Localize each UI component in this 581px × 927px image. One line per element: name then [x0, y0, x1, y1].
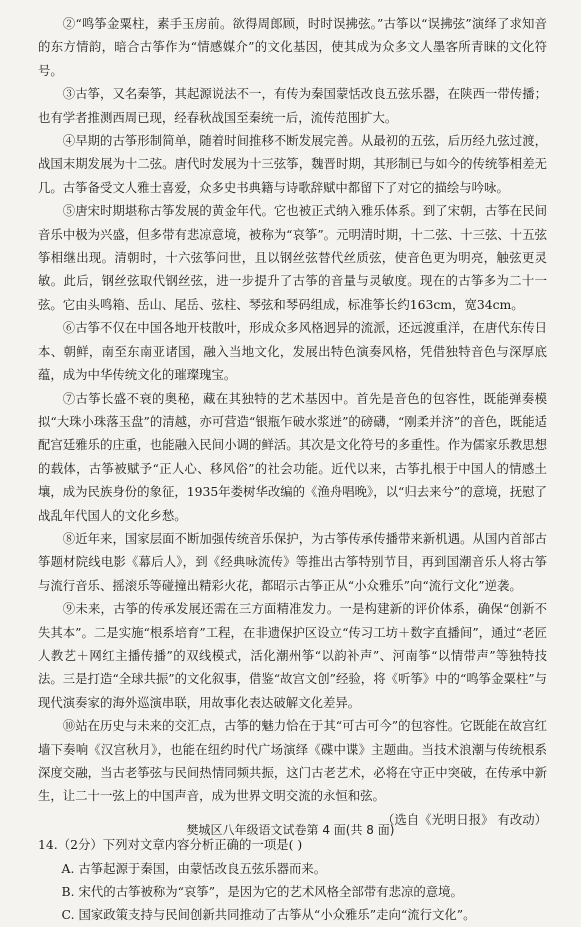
- article-source: （选自《光明日报》 有改动）: [381, 811, 547, 827]
- paragraph-10: ⑩站在历史与未来的交汇点，古筝的魅力恰在于其“可古可今”的包容性。它既能在故宫红墙下奏响《汉宫秋月》，也能在纽约时代广场演绎《碟中谍》主题曲。当技术浪潮与传统根系深度交融，当古老筝弦与民间热情同频共振，这门古老艺术，必将在守正中突破，在传承中新生，让二十一弦上的中国声音，成为世界文明交流的永恒和弦。: [38, 718, 547, 804]
- paragraph-3: ③古筝，又名秦筝，其起源说法不一，有传为秦国蒙恬改良五弦乐器，在陕西一带传播；也有学者推测西周已现，经春秋战国至秦统一后，流传范围扩大。: [38, 86, 547, 125]
- paragraph-4: ④早期的古筝形制简单，随着时间推移不断发展完善。从最初的五弦，后历经九弦过渡，战国末期发展为十二弦。唐代时发展为十三弦筝，魏晋时期，其形制已与如今的传统筝相差无几。古筝备受文人雅士喜爱，众多史书典籍与诗歌辞赋中都留下了对它的描绘与吟咏。: [38, 133, 547, 195]
- paragraph-2: ②“鸣筝金粟柱，素手玉房前。欲得周郎顾，时时误拂弦。”古筝以“误拂弦”演绎了求知音的东方情韵，暗合古筝作为“情感媒介”的文化基因，使其成为众多文人墨客所青睐的文化符号。: [38, 16, 547, 78]
- question-stem: 14.（2分）下列对文章内容分析正确的一项是( ): [38, 837, 303, 853]
- paragraph-9: ⑨未来，古筝的传承发展还需在三方面精准发力。一是构建新的评价体系，确保“创新不失其本”。二是实施“根系培育”工程，在非遗保护区设立“传习工坊＋数字直播间”，通过“老匠人教艺＋网红主播传播”的双线模式，活化潮州筝“以韵补声”、河南筝“以情带声”等独特技法。三是打造“全球共振”的文化叙事，借鉴“故宫文创”经验，将《听筝》中的“鸣筝金粟柱”与现代演奏家的海外巡演串联，用故事化表达破解文化差异。: [38, 601, 547, 710]
- paragraph-8: ⑧近年来，国家层面不断加强传统音乐保护，为古筝传承传播带来新机遇。从国内首部古筝题材院线电影《幕后人》，到《经典咏流传》等推出古筝特别节目，再到国潮音乐人将古筝与流行音乐、摇滚乐等碰撞出精彩火花，都昭示古筝正从“小众雅乐”向“流行文化”逆袭。: [38, 530, 547, 593]
- option-a: A. 古筝起源于秦国，由蒙恬改良五弦乐器而来。: [61, 860, 327, 876]
- paragraph-7: ⑦古筝长盛不衰的奥秘，藏在其独特的艺术基因中。首先是音色的包容性，既能弹奏模拟“大珠小珠落玉盘”的清越，亦可营造“银瓶乍破水浆迸”的磅礴，“刚柔并济”的音色，既能适配宫廷雅乐的庄重，也能融入民间小调的鲜活。其次是文化符号的多重性。作为儒家乐教思想的载体，古筝被赋予“正人心、移风俗”的社会功能。近代以来，古筝扎根于中国人的情感土壤，成为民族身份的象征，1935年娄树华改编的《渔舟唱晚》，以“归去来兮”的意境，抚慰了战乱年代国人的文化乡愁。: [38, 390, 547, 523]
- paragraph-6: ⑥古筝不仅在中国各地开枝散叶，形成众多风格迥异的流派，还远渡重洋，在唐代东传日本、朝鲜，南至东南亚诸国，融入当地文化，发展出特色演奏风格，凭借独特音色与深厚底蕴，成为中华传统文化的璀璨瑰宝。: [38, 320, 547, 383]
- option-c: C. 国家政策支持与民间创新共同推动了古筝从“小众雅乐”走向“流行文化”。: [61, 907, 476, 923]
- question-14: [38, 833, 547, 927]
- option-b: B. 宋代的古筝被称为“哀筝”，是因为它的艺术风格全部带有悲凉的意境。: [61, 884, 463, 900]
- paragraph-5: ⑤唐宋时期堪称古筝发展的黄金年代。它也被正式纳入雅乐体系。到了宋朝，古筝在民间音乐中极为兴盛，但多带有悲凉意境，被称为“哀筝”。元明清时期，十二弦、十三弦、十五弦筝相继出现。清朝时，十六弦筝问世，且以钢丝弦替代丝质弦，使音色更为明亮，触弦更灵敏。此后，钢丝弦取代钢丝弦，进一步提升了古筝的音量与灵敏度。现在的古筝多为二十一弦。它由头鸣箱、岳山、尾岳、弦柱、琴弦和琴码组成，标准筝长约163cm，宽34cm。: [38, 203, 547, 312]
- page-footer: 樊城区八年级语文试卷第 4 面(共 8 面): [186, 823, 395, 837]
